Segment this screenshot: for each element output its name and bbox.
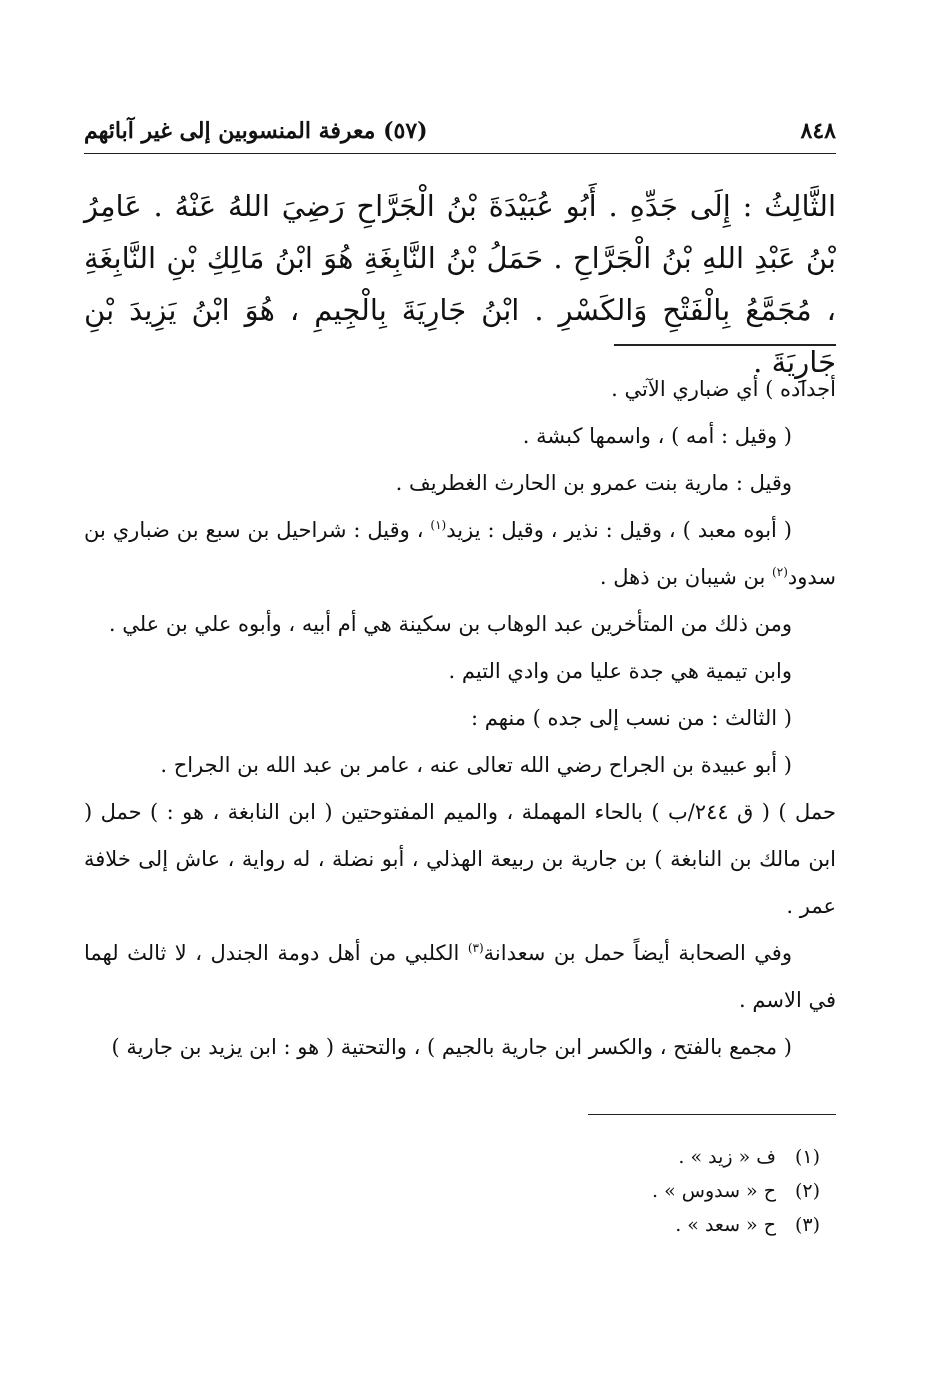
header-divider <box>84 153 836 154</box>
chapter-title: (٥٧) معرفة المنسوبين إلى غير آبائهم <box>84 118 428 144</box>
footnote-ref-1: (١) <box>430 518 447 532</box>
commentary-block <box>84 366 836 1071</box>
commentary-text: الكلبي من أهل دومة الجندل ، لا ثالث لهما في الاسم . <box>84 941 836 1012</box>
commentary-paragraph: ومن ذلك من المتأخرين عبد الوهاب بن سكينة هي أم أبيه ، وأبوه علي بن علي . <box>108 612 792 636</box>
commentary-paragraph: ( الثالث : من نسب إلى جده ) منهم : <box>470 706 792 730</box>
commentary-paragraph: وابن تيمية هي جدة عليا من وادي التيم . <box>448 659 792 683</box>
commentary-paragraph: أجداده ) أي ضباري الآتي . <box>611 377 836 401</box>
footnote-ref-3: (٣) <box>467 941 484 955</box>
commentary-paragraph: ( وقيل : أمه ) ، واسمها كبشة . <box>522 424 792 448</box>
footnote-text: ح « سعد » . <box>675 1214 776 1236</box>
footnote-ref-2: (٢) <box>772 565 788 579</box>
commentary-text: ، وقيل : شراحيل بن سبع بن ضباري بن سدود <box>84 518 836 589</box>
footnote-number: (٢) <box>794 1180 820 1202</box>
commentary-paragraph: حمل ) ( ق ٢٤٤/ب ) بالحاء المهملة ، والميم المفتوحتين ( ابن النابغة ، هو : ) حمل ( ابن مالك بن النابغة ) بن جارية بن ربيعة الهذلي ، أبو نضلة ، له رواية ، عاش إلى خلافة عمر . <box>84 800 837 918</box>
commentary-text: بن شيبان بن ذهل . <box>599 565 773 589</box>
footnote-item <box>84 1140 820 1174</box>
main-text-divider <box>614 344 836 346</box>
footnote-text: ح « سدوس » . <box>652 1180 776 1202</box>
commentary-paragraph: ( أبو عبيدة بن الجراح رضي الله تعالى عنه ، عامر بن عبد الله بن الجراح . <box>160 753 792 777</box>
main-text-paragraph: الثَّالِثُ : إِلَى جَدِّهِ . أَبُو عُبَيْدَةَ بْنُ الْجَرَّاحِ رَضِيَ اللهُ عَنْهُ . عَامِرُ بْنُ عَبْدِ اللهِ بْنُ الْجَرَّاحِ . حَمَلُ بْنُ النَّابِغَةِ هُوَ ابْنُ مَالِكِ بْنِ النَّابِغَةِ ، مُجَمَّعُ بِالْفَتْحِ وَالكَسْرِ . ابْنُ جَارِيَةَ بِالْجِيمِ ، هُوَ ابْنُ يَزِيدَ بْنِ جَارِيَةَ . <box>84 189 836 379</box>
page-header <box>84 112 836 152</box>
footnote-text: ف « زيد » . <box>678 1146 776 1168</box>
commentary-paragraph <box>84 507 836 601</box>
footnote-number: (١) <box>794 1146 820 1168</box>
footnote-number: (٣) <box>794 1214 820 1236</box>
footnote-divider <box>588 1114 836 1115</box>
footnote-item <box>84 1174 820 1208</box>
main-text-block <box>84 180 836 388</box>
commentary-text: وفي الصحابة أيضاً حمل بن سعدانة <box>483 941 792 965</box>
commentary-paragraph: ( مجمع بالفتح ، والكسر ابن جارية بالجيم ) ، والتحتية ( هو : ابن يزيد بن جارية ) <box>111 1035 792 1059</box>
commentary-text: ( أبوه معبد ) ، وقيل : نذير ، وقيل : يزيد <box>446 518 792 542</box>
commentary-paragraph: وقيل : مارية بنت عمرو بن الحارث الغطريف . <box>395 471 792 495</box>
footnotes <box>84 1140 820 1242</box>
page-number: ٨٤٨ <box>800 118 836 144</box>
footnote-item <box>84 1208 820 1242</box>
commentary-paragraph <box>84 930 836 1024</box>
